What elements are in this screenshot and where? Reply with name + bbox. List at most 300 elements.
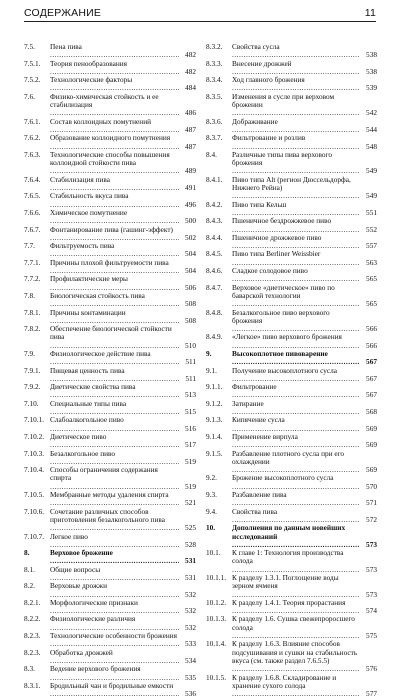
toc-entry-title-wrap	[50, 275, 179, 292]
toc-entry-page: 565	[366, 274, 377, 284]
toc-entry-title: Слабоалкогольное пиво .....	[50, 416, 179, 432]
toc-entry-title-wrap	[232, 93, 360, 118]
toc-entry-number: 8.4.1.	[206, 174, 223, 184]
toc-entry-number: 8.4.	[206, 149, 217, 159]
page-number: 11	[364, 7, 376, 19]
toc-entry-title-wrap	[50, 93, 179, 118]
toc-entry	[24, 226, 196, 243]
toc-entry-title-wrap	[50, 350, 179, 367]
toc-entry-page: 532	[185, 622, 196, 632]
toc-entry-number: 7.6.2.	[24, 133, 41, 143]
toc-entry	[24, 400, 196, 417]
toc-entry	[206, 333, 377, 350]
toc-entry	[206, 400, 377, 417]
toc-entry-title-wrap	[50, 176, 179, 193]
toc-entry-title: Технологические способы повышения коллоидной стойкости пива .....	[50, 151, 179, 176]
toc-entry-title-wrap	[50, 259, 179, 276]
toc-entry-number: 7.10.7.	[24, 531, 45, 541]
toc-entry-page: 516	[185, 423, 196, 433]
toc-entry-title: Безалкогольное пиво верхового брожения .....	[232, 309, 360, 334]
toc-entry	[206, 76, 377, 93]
toc-entry-title-wrap	[232, 491, 360, 508]
toc-entry-number: 8.4.8.	[206, 307, 223, 317]
toc-entry-title-wrap	[232, 599, 360, 616]
toc-entry-title: Образование коллоидного помутнения .....	[50, 134, 179, 150]
toc-entry-title: Состав коллоидных помутнений .....	[50, 118, 179, 134]
toc-entry-title: Фонтанирование пива (гашинг-эффект) .....	[50, 226, 179, 242]
toc-entry-page: 573	[366, 589, 377, 599]
toc-entry	[206, 217, 377, 234]
toc-entry-page: 508	[185, 315, 196, 325]
toc-entry-page: 482	[185, 50, 196, 60]
toc-entry-title-wrap	[50, 682, 179, 698]
toc-entry-number: 7.9.2.	[24, 382, 41, 392]
toc-entry-title: Общие вопросы .....	[50, 566, 179, 582]
toc-entry-number: 8.3.4.	[206, 75, 223, 85]
toc-entry	[24, 549, 196, 566]
toc-entry-title-wrap	[232, 176, 360, 201]
toc-entry-title: Верховые дрожжи .....	[50, 582, 179, 598]
toc-entry-title-wrap	[50, 466, 179, 491]
toc-entry	[24, 350, 196, 367]
toc-entry-page: 496	[185, 199, 196, 209]
toc-entry-number: 7.8.	[24, 290, 35, 300]
toc-entry-page: 504	[185, 249, 196, 259]
toc-entry-title-wrap	[232, 433, 360, 450]
toc-entry-title: Изменения в сусле при верховом брожении .....	[232, 93, 360, 118]
toc-entry-title-wrap	[50, 134, 179, 151]
toc-entry-page: 533	[185, 639, 196, 649]
toc-entry	[206, 350, 377, 367]
toc-entry-number: 7.8.1.	[24, 307, 41, 317]
toc-left-column	[24, 43, 196, 698]
toc-entry-number: 8.2.2.	[24, 614, 41, 624]
toc-entry-title: Брожение высокоплотного сусла .....	[232, 474, 360, 490]
toc-entry-page: 572	[366, 514, 377, 524]
toc-entry	[206, 574, 377, 599]
toc-entry-title-wrap	[232, 60, 360, 77]
toc-entry	[24, 43, 196, 60]
toc-entry	[206, 549, 377, 574]
toc-entry-title: Пиво типа Кельш .....	[232, 201, 360, 217]
toc-entry-number: 8.3.7.	[206, 133, 223, 143]
toc-entry	[24, 309, 196, 326]
toc-entry	[206, 474, 377, 491]
toc-entry-number: 8.3.3.	[206, 58, 223, 68]
toc-entry-page: 487	[185, 141, 196, 151]
toc-entry-number: 8.3.5.	[206, 91, 223, 101]
toc-entry	[24, 151, 196, 176]
toc-entry-page: 534	[185, 655, 196, 665]
toc-entry-title: К разделу 1.6.8. Складирование и хранение сухого солода .....	[232, 674, 360, 698]
toc-entry-page: 544	[366, 124, 377, 134]
toc-entry-title: Легкое пиво .....	[50, 533, 179, 549]
toc-right-column	[206, 43, 377, 698]
toc-entry	[24, 93, 196, 118]
toc-entry-title: Затирание .....	[232, 400, 360, 416]
toc-entry-title-wrap	[50, 649, 179, 666]
toc-entry-number: 7.10.2.	[24, 431, 45, 441]
toc-entry-title-wrap	[232, 674, 360, 698]
toc-entry-number: 10.	[206, 523, 216, 533]
toc-entry	[206, 433, 377, 450]
toc-entry-title-wrap	[50, 599, 179, 616]
toc-entry-title-wrap	[232, 234, 360, 251]
toc-entry-title: Технологические факторы .....	[50, 76, 179, 92]
toc-entry	[24, 416, 196, 433]
toc-entry-number: 8.2.3.	[24, 647, 41, 657]
toc-entry-title-wrap	[50, 416, 179, 433]
toc-entry	[206, 599, 377, 616]
toc-entry-title: Биологическая стойкость пива .....	[50, 292, 179, 308]
toc-entry-page: 538	[366, 66, 377, 76]
toc-entry-number: 7.6.3.	[24, 149, 41, 159]
toc-entry-number: 8.2.	[24, 581, 35, 591]
toc-entry-title-wrap	[232, 400, 360, 417]
toc-entry	[24, 209, 196, 226]
toc-entry-title: Сочетание различных способов приготовления безалкогольного пива .....	[50, 508, 179, 533]
toc-entry-number: 9.3.	[206, 490, 217, 500]
toc-entry-number: 7.6.	[24, 91, 35, 101]
toc-entry	[206, 93, 377, 118]
toc-entry-title: Безалкогольное пиво .....	[50, 450, 179, 466]
toc-entry-title: Специальные типы пива .....	[50, 400, 179, 416]
toc-entry-title-wrap	[50, 367, 179, 384]
toc-entry-number: 8.4.3.	[206, 216, 223, 226]
toc-entry	[206, 367, 377, 384]
toc-entry-title: Разбавление пива .....	[232, 491, 360, 507]
toc-entry-page: 575	[366, 631, 377, 641]
toc-entry-number: 7.9.1.	[24, 365, 41, 375]
toc-entry	[24, 508, 196, 533]
toc-entry-page: 535	[185, 672, 196, 682]
toc-entry-number: 10.1.2.	[206, 597, 227, 607]
toc-entry-title: Получение высокоплотного сусла .....	[232, 367, 360, 383]
toc-entry-page: 521	[185, 498, 196, 508]
toc-entry-title-wrap	[232, 76, 360, 93]
toc-entry-title-wrap	[50, 533, 179, 550]
toc-entry-title-wrap	[50, 450, 179, 467]
toc-entry	[24, 665, 196, 682]
toc-entry-number: 8.	[24, 548, 30, 558]
toc-entry-number: 10.1.5.	[206, 672, 227, 682]
toc-entry-title: Обеспечение биологической стойкости пива .....	[50, 325, 179, 350]
toc-entry-title: Разбавление плотного сусла при его охлаждении .....	[232, 450, 360, 475]
toc-entry-title-wrap	[232, 284, 360, 309]
toc-entry	[24, 134, 196, 151]
toc-entry-title-wrap	[232, 615, 360, 640]
toc-entry-number: 9.1.3.	[206, 415, 223, 425]
toc-entry-number: 9.2.	[206, 473, 217, 483]
toc-entry-title: Мембранные методы удаления спирта .....	[50, 491, 179, 507]
toc-entry-title-wrap	[232, 549, 360, 574]
toc-entry-title-wrap	[50, 325, 179, 350]
toc-entry-title: Технологические особенности брожения .....	[50, 632, 179, 648]
toc-entry-title-wrap	[232, 574, 360, 599]
toc-entry-page: 510	[185, 340, 196, 350]
toc-entry	[24, 76, 196, 93]
toc-entry-title-wrap	[232, 508, 360, 525]
toc-entry-title: Способы ограничения содержания спирта .....	[50, 466, 179, 491]
toc-entry-title: Различные типы пива верхового брожения .....	[232, 151, 360, 176]
toc-entry-title-wrap	[232, 474, 360, 491]
toc-entry-number: 8.4.7.	[206, 282, 223, 292]
toc-entry	[24, 682, 196, 698]
toc-entry-title-wrap	[50, 582, 179, 599]
toc-entry-page: 484	[185, 83, 196, 93]
toc-entry	[24, 176, 196, 193]
toc-entry-number: 9.1.5.	[206, 448, 223, 458]
toc-entry-page: 566	[366, 324, 377, 334]
running-title: СОДЕРЖАНИЕ	[24, 7, 102, 19]
toc-entry-page: 515	[185, 407, 196, 417]
toc-entry-title-wrap	[232, 250, 360, 267]
toc-entry-title-wrap	[232, 640, 360, 673]
toc-entry	[206, 134, 377, 151]
toc-entry-title-wrap	[232, 134, 360, 151]
toc-entry-page: 565	[366, 299, 377, 309]
toc-entry-title-wrap	[232, 267, 360, 284]
toc-entry-number: 7.10.	[24, 398, 39, 408]
toc-entry	[206, 508, 377, 525]
toc-entry-title: Пищевая ценность пива .....	[50, 367, 179, 383]
toc-entry-title: Химическое помутнение .....	[50, 209, 179, 225]
toc-entry-page: 569	[366, 465, 377, 475]
toc-entry-page: 511	[185, 357, 196, 367]
toc-entry-number: 7.5.1.	[24, 58, 41, 68]
toc-entry	[24, 433, 196, 450]
toc-entry	[24, 632, 196, 649]
toc-entry	[24, 242, 196, 259]
toc-entry-page: 519	[185, 481, 196, 491]
toc-entry	[206, 176, 377, 201]
toc-entry-title: Ход главного брожения .....	[232, 76, 360, 92]
toc-entry-title: Высокоплотное пивоварение .....	[232, 350, 360, 366]
toc-entry	[206, 416, 377, 433]
toc-entry-number: 9.1.2.	[206, 398, 223, 408]
toc-entry-page: 508	[185, 299, 196, 309]
toc-entry-page: 573	[366, 564, 377, 574]
toc-entry	[24, 118, 196, 135]
toc-entry-title: Дополнения по данным новейших исследований .....	[232, 524, 360, 549]
toc-entry-page: 491	[185, 183, 196, 193]
toc-entry-number: 8.2.1.	[24, 597, 41, 607]
toc-entry-number: 9.1.1.	[206, 382, 223, 392]
toc-entry-page: 549	[366, 191, 377, 201]
toc-entry	[24, 367, 196, 384]
toc-entry-title-wrap	[50, 209, 179, 226]
toc-entry-page: 519	[185, 456, 196, 466]
toc-entry	[24, 533, 196, 550]
toc-entry-title: Пиво типа Berliner Weissbier .....	[232, 250, 360, 266]
toc-entry-title: Пена пива .....	[50, 43, 179, 59]
toc-entry	[24, 450, 196, 467]
toc-entry-number: 7.10.1.	[24, 415, 45, 425]
toc-entry-page: 487	[185, 124, 196, 134]
toc-entry-page: 567	[366, 373, 377, 383]
toc-entry-number: 8.3.1.	[24, 680, 41, 690]
toc-entry-page: 517	[185, 440, 196, 450]
toc-entry-title-wrap	[50, 242, 179, 259]
toc-entry-title-wrap	[50, 383, 179, 400]
toc-entry-title: Пшеничное дрожжевое пиво .....	[232, 234, 360, 250]
toc-entry-title: Диетическое пиво .....	[50, 433, 179, 449]
toc-entry-page: 531	[185, 573, 196, 582]
toc-entry-title: К разделу 1.4.1. Теория прорастания .....	[232, 599, 360, 615]
toc-entry-number: 7.10.3.	[24, 448, 45, 458]
toc-entry-page: 511	[185, 373, 196, 383]
running-header	[24, 5, 376, 21]
toc-entry-page: 502	[185, 232, 196, 242]
toc-entry	[206, 43, 377, 60]
toc-entry	[24, 599, 196, 616]
toc-entry-title-wrap	[50, 192, 179, 209]
header-rule	[24, 21, 376, 22]
toc-entry-title: Пиво типа Alt (регион Дюссельдорфа, Нижнего Рейна) .....	[232, 176, 360, 201]
toc-entry-title: Причины контаминации .....	[50, 309, 179, 325]
toc-entry-title-wrap	[50, 60, 179, 77]
toc-entry-page: 506	[185, 282, 196, 292]
toc-entry-title-wrap	[232, 43, 360, 60]
toc-entry-number: 10.1.3.	[206, 614, 227, 624]
toc-entry-number: 8.4.2.	[206, 199, 223, 209]
toc-entry-page: 504	[185, 266, 196, 276]
toc-entry-title-wrap	[50, 292, 179, 309]
toc-entry-number: 7.6.6.	[24, 207, 41, 217]
toc-entry	[206, 118, 377, 135]
toc-entry-page: 577	[366, 689, 377, 698]
toc-entry-title: К разделу 1.6. Сушка свежепроросшего солода .....	[232, 615, 360, 640]
toc-entry-title-wrap	[232, 201, 360, 218]
toc-entry-title: К главе 1: Технология производства солода .....	[232, 549, 360, 574]
toc-entry-page: 563	[366, 257, 377, 267]
toc-entry-page: 531	[185, 556, 196, 566]
toc-entry-page: 567	[366, 390, 377, 400]
toc-entry	[206, 60, 377, 77]
toc-entry-number: 8.4.5.	[206, 249, 223, 259]
toc-entry	[206, 201, 377, 218]
toc-entry-number: 7.9.	[24, 348, 35, 358]
toc-entry-page: 539	[366, 83, 377, 93]
toc-entry-title-wrap	[50, 433, 179, 450]
toc-entry-number: 7.10.6.	[24, 506, 45, 516]
toc-entry-page: 571	[366, 498, 377, 508]
toc-entry	[24, 466, 196, 491]
toc-entry-title: Профилактические меры .....	[50, 275, 179, 291]
toc-entry	[206, 151, 377, 176]
toc-entry-title: Фильтрование .....	[232, 383, 360, 399]
toc-entry-number: 7.7.2.	[24, 274, 41, 284]
toc-entry	[206, 383, 377, 400]
toc-entry-title-wrap	[232, 309, 360, 334]
toc-entry-page: 532	[185, 589, 196, 599]
toc-entry-title: Верховое «диетическое» пиво по баварской технологии .....	[232, 284, 360, 309]
toc-entry-title: Свойства сусла .....	[232, 43, 360, 59]
toc-entry-number: 8.3.2.	[206, 42, 223, 51]
toc-entry-number: 9.1.4.	[206, 431, 223, 441]
toc-entry-title-wrap	[50, 226, 179, 243]
toc-entry-title: Сладкое солодовое пиво .....	[232, 267, 360, 283]
toc-entry-page: 551	[366, 207, 377, 217]
toc-entry	[206, 674, 377, 698]
toc-entry-page: 574	[366, 606, 377, 616]
toc-entry-page: 567	[366, 357, 377, 367]
toc-entry-title-wrap	[50, 118, 179, 135]
toc-entry	[24, 60, 196, 77]
toc-entry-number: 7.8.2.	[24, 324, 41, 334]
toc-entry-title-wrap	[232, 450, 360, 475]
toc-entry-title-wrap	[232, 350, 360, 367]
toc-entry-title: Причины плохой фильтруемости пива .....	[50, 259, 179, 275]
toc-entry-title-wrap	[232, 118, 360, 135]
toc-entry-title: Пшеничное бездрожжевое пиво .....	[232, 217, 360, 233]
toc-entry-page: 489	[185, 166, 196, 176]
toc-entry-page: 500	[185, 216, 196, 226]
toc-entry	[206, 250, 377, 267]
toc-entry	[24, 649, 196, 666]
toc-entry-title: Морфологические признаки .....	[50, 599, 179, 615]
toc-entry-title: Дображивание .....	[232, 118, 360, 134]
toc-entry	[24, 566, 196, 583]
toc-entry-title-wrap	[232, 416, 360, 433]
toc-entry-page: 548	[366, 141, 377, 151]
toc-entry-title-wrap	[50, 400, 179, 417]
toc-entry-page: 552	[366, 224, 377, 234]
toc-entry-title: Диетические свойства пива .....	[50, 383, 179, 399]
toc-entry-number: 9.	[206, 348, 212, 358]
toc-entry-number: 10.1.	[206, 548, 221, 558]
toc-entry	[206, 234, 377, 251]
toc-entry-number: 7.5.2.	[24, 75, 41, 85]
toc-entry	[206, 450, 377, 475]
toc-entry-number: 8.2.3.	[24, 631, 41, 641]
toc-entry-title-wrap	[50, 309, 179, 326]
toc-entry-title: Бродильный чан и бродильные емкости .....	[50, 682, 179, 698]
toc-entry-title: Физиологические различия .....	[50, 615, 179, 631]
toc-entry-title: Применение вирпула .....	[232, 433, 360, 449]
toc-entry-title: Физиологическое действие пива .....	[50, 350, 179, 366]
toc-entry-page: 486	[185, 108, 196, 118]
toc-entry	[24, 615, 196, 632]
toc-entry-number: 9.4.	[206, 506, 217, 516]
toc-entry-title: Стабильность вкуса пива .....	[50, 192, 179, 208]
toc-entry-number: 8.4.4.	[206, 232, 223, 242]
toc-entry	[24, 582, 196, 599]
toc-entry-number: 8.4.6.	[206, 266, 223, 276]
toc-entry	[24, 325, 196, 350]
toc-entry-page: 536	[185, 689, 196, 698]
toc-entry-page: 528	[185, 539, 196, 549]
toc-entry-page: 538	[366, 50, 377, 60]
toc-entry-page: 569	[366, 423, 377, 433]
toc-entry-page: 568	[366, 407, 377, 417]
toc-entry-number: 7.5.	[24, 42, 35, 51]
toc-entry-title: Кипячение сусла .....	[232, 416, 360, 432]
toc-entry	[206, 615, 377, 640]
toc-entry	[206, 491, 377, 508]
toc-entry-number: 7.10.4.	[24, 465, 45, 475]
toc-entry-title-wrap	[50, 491, 179, 508]
toc-entry-page: 542	[366, 108, 377, 118]
toc-entry-title-wrap	[232, 333, 360, 350]
toc-entry-title-wrap	[232, 217, 360, 234]
toc-entry-title-wrap	[232, 524, 360, 549]
toc-entry-title: Обработка дрожжей .....	[50, 649, 179, 665]
toc-entry-number: 7.7.1.	[24, 257, 41, 267]
toc-entry-page: 557	[366, 241, 377, 251]
toc-entry-number: 7.6.7.	[24, 224, 41, 234]
toc-entry-page: 570	[366, 481, 377, 491]
